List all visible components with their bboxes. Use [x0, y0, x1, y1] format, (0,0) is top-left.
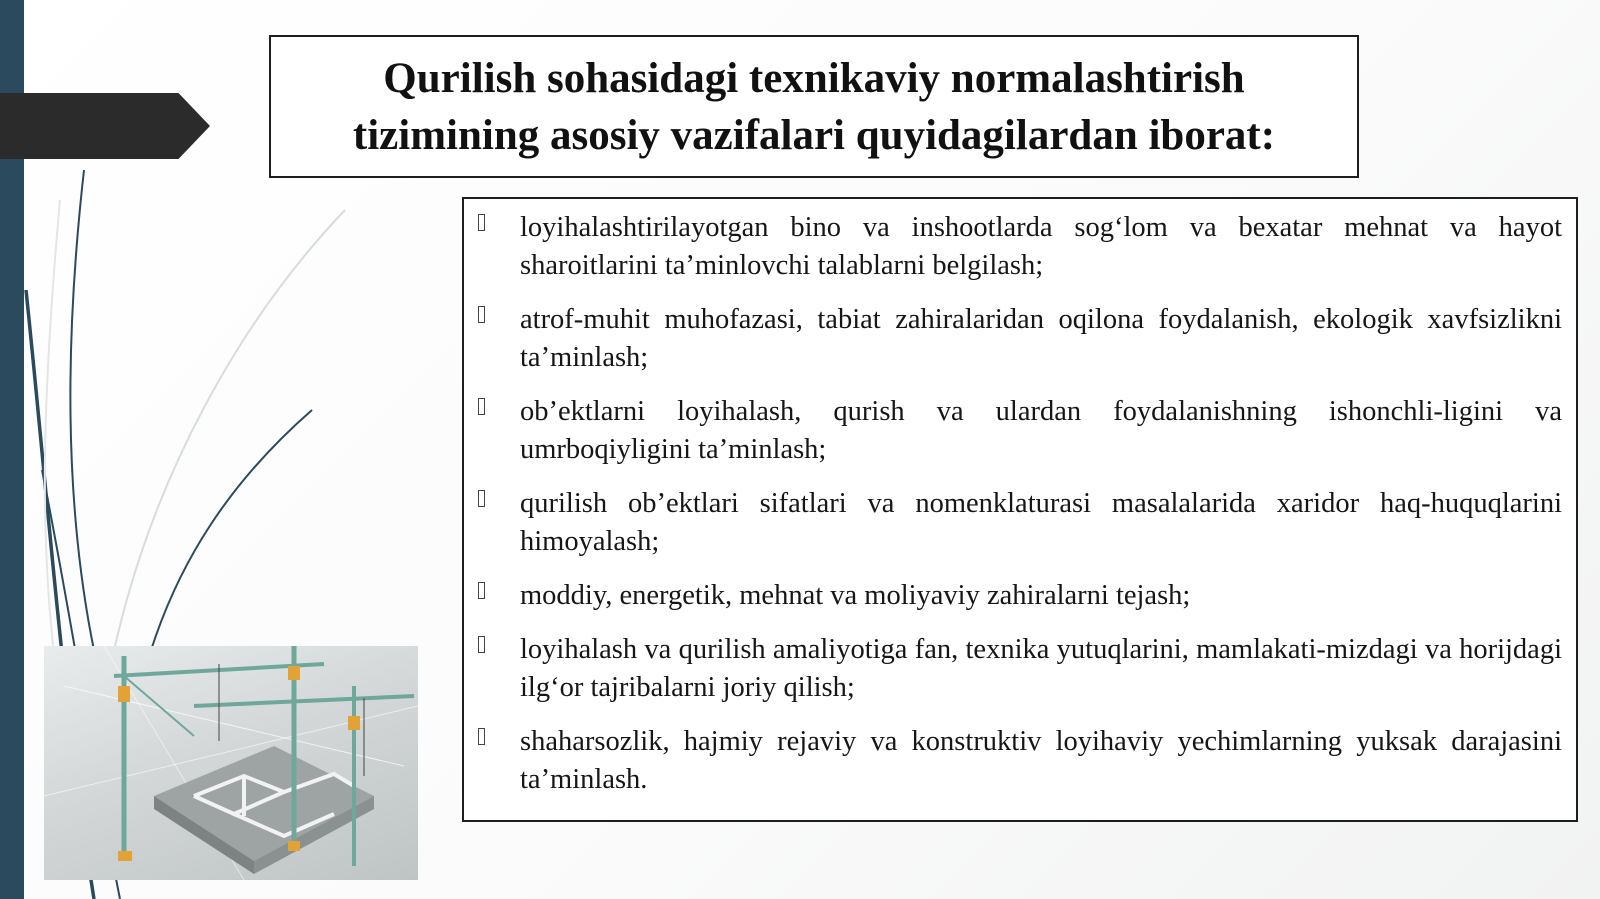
list-item-text: ob’ektlarni loyihalash, qurish va ulardan foydalanishning ishonchli-ligini va umrboqiyligini ta’minlash; — [520, 396, 1562, 465]
title-line-2: tizimining asosiy vazifalari quyidagilardan iborat: — [352, 111, 1276, 159]
title-line-1: Qurilish sohasidagi texnikaviy normalashtirish — [383, 54, 1245, 102]
list-item — [520, 301, 1562, 377]
list-item-text: qurilish ob’ektlari sifatlari va nomenklaturasi masalalarida xaridor haq-huquqlarini himoyalash; — [520, 488, 1562, 557]
list-item — [520, 631, 1562, 707]
title-box — [269, 35, 1359, 178]
tasks-list — [462, 197, 1578, 822]
list-item — [520, 209, 1562, 285]
list-item-text: loyihalash va qurilish amaliyotiga fan, texnika yutuqlarini, mamlakati-mizdagi va horijdagi ilg‘or tajribalarni joriy qilish; — [520, 634, 1562, 703]
list-item — [520, 577, 1562, 615]
list-item-text: moddiy, energetik, mehnat va moliyaviy zahiralarni tejash; — [520, 580, 1191, 611]
list-item — [520, 393, 1562, 469]
construction-crane-image — [44, 646, 418, 880]
bullet-square-icon — [478, 728, 485, 745]
list-item-text: atrof-muhit muhofazasi, tabiat zahiralaridan oqilona foydalanish, ekologik xavfsizlikni ta’minlash; — [520, 304, 1562, 373]
bullet-square-icon — [478, 398, 485, 415]
bullet-square-icon — [478, 306, 485, 323]
list-item — [520, 723, 1562, 799]
list-item-text: shaharsozlik, hajmiy rejaviy va konstruktiv loyihaviy yechimlarning yuksak darajasini ta’minlash. — [520, 726, 1562, 795]
list-item — [520, 485, 1562, 561]
bullet-square-icon — [478, 636, 485, 653]
title-arrow-shape — [0, 93, 210, 159]
bullet-square-icon — [478, 490, 485, 507]
slide-title — [353, 50, 1275, 164]
bullet-square-icon — [478, 214, 485, 231]
list-item-text: loyihalashtirilayotgan bino va inshootlarda sog‘lom va bexatar mehnat va hayot sharoitlarini ta’minlovchi talablarni belgilash; — [520, 212, 1562, 281]
bullet-square-icon — [478, 582, 485, 599]
